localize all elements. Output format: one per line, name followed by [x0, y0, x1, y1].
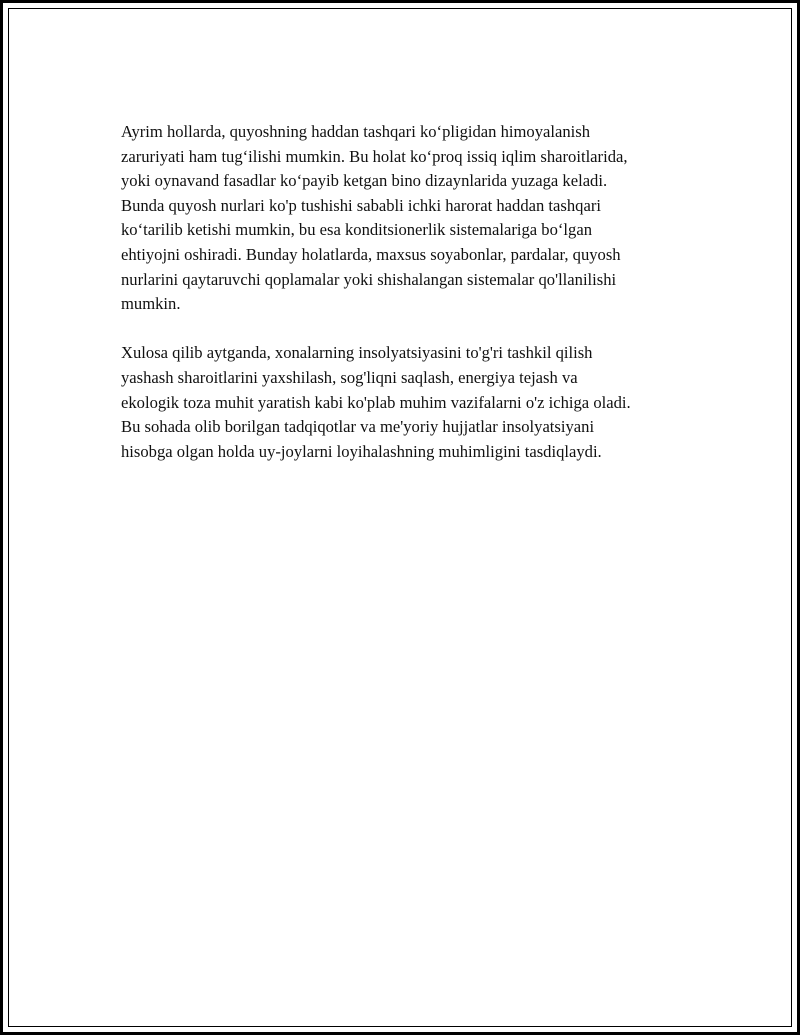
document-body [121, 120, 701, 464]
paragraph-conclusion: Xulosa qilib aytganda, xonalarning insolyatsiyasini to'g'ri tashkil qilish yashash sharoitlarini yaxshilash, sog'liqni saqlash, energiya tejash va ekologik toza muhit yaratish kabi ko'plab muhim vazifalarni o'z ichiga oladi. Bu sohada olib borilgan tadqiqotlar va me'yoriy hujjatlar insolyatsiyani hisobga olgan holda uy-joylarni loyihalashning muhimligini tasdiqlaydi. [121, 343, 631, 461]
paragraph-sun-protection: Ayrim hollarda, quyoshning haddan tashqari ko‘pligidan himoyalanish zaruriyati ham tug‘ilishi mumkin. Bu holat ko‘proq issiq iqlim sharoitlarida, yoki oynavand fasadlar ko‘payib ketgan bino dizaynlarida yuzaga keladi. Bunda quyosh nurlari ko'p tushishi sababli ichki harorat haddan tashqari ko‘tarilib ketishi mumkin, bu esa konditsionerlik sistemalariga bo‘lgan ehtiyojni oshiradi. Bunday holatlarda, maxsus soyabonlar, pardalar, quyosh nurlarini qaytaruvchi qoplamalar yoki shishalangan sistemalar qo'llanilishi mumkin. [121, 122, 628, 314]
